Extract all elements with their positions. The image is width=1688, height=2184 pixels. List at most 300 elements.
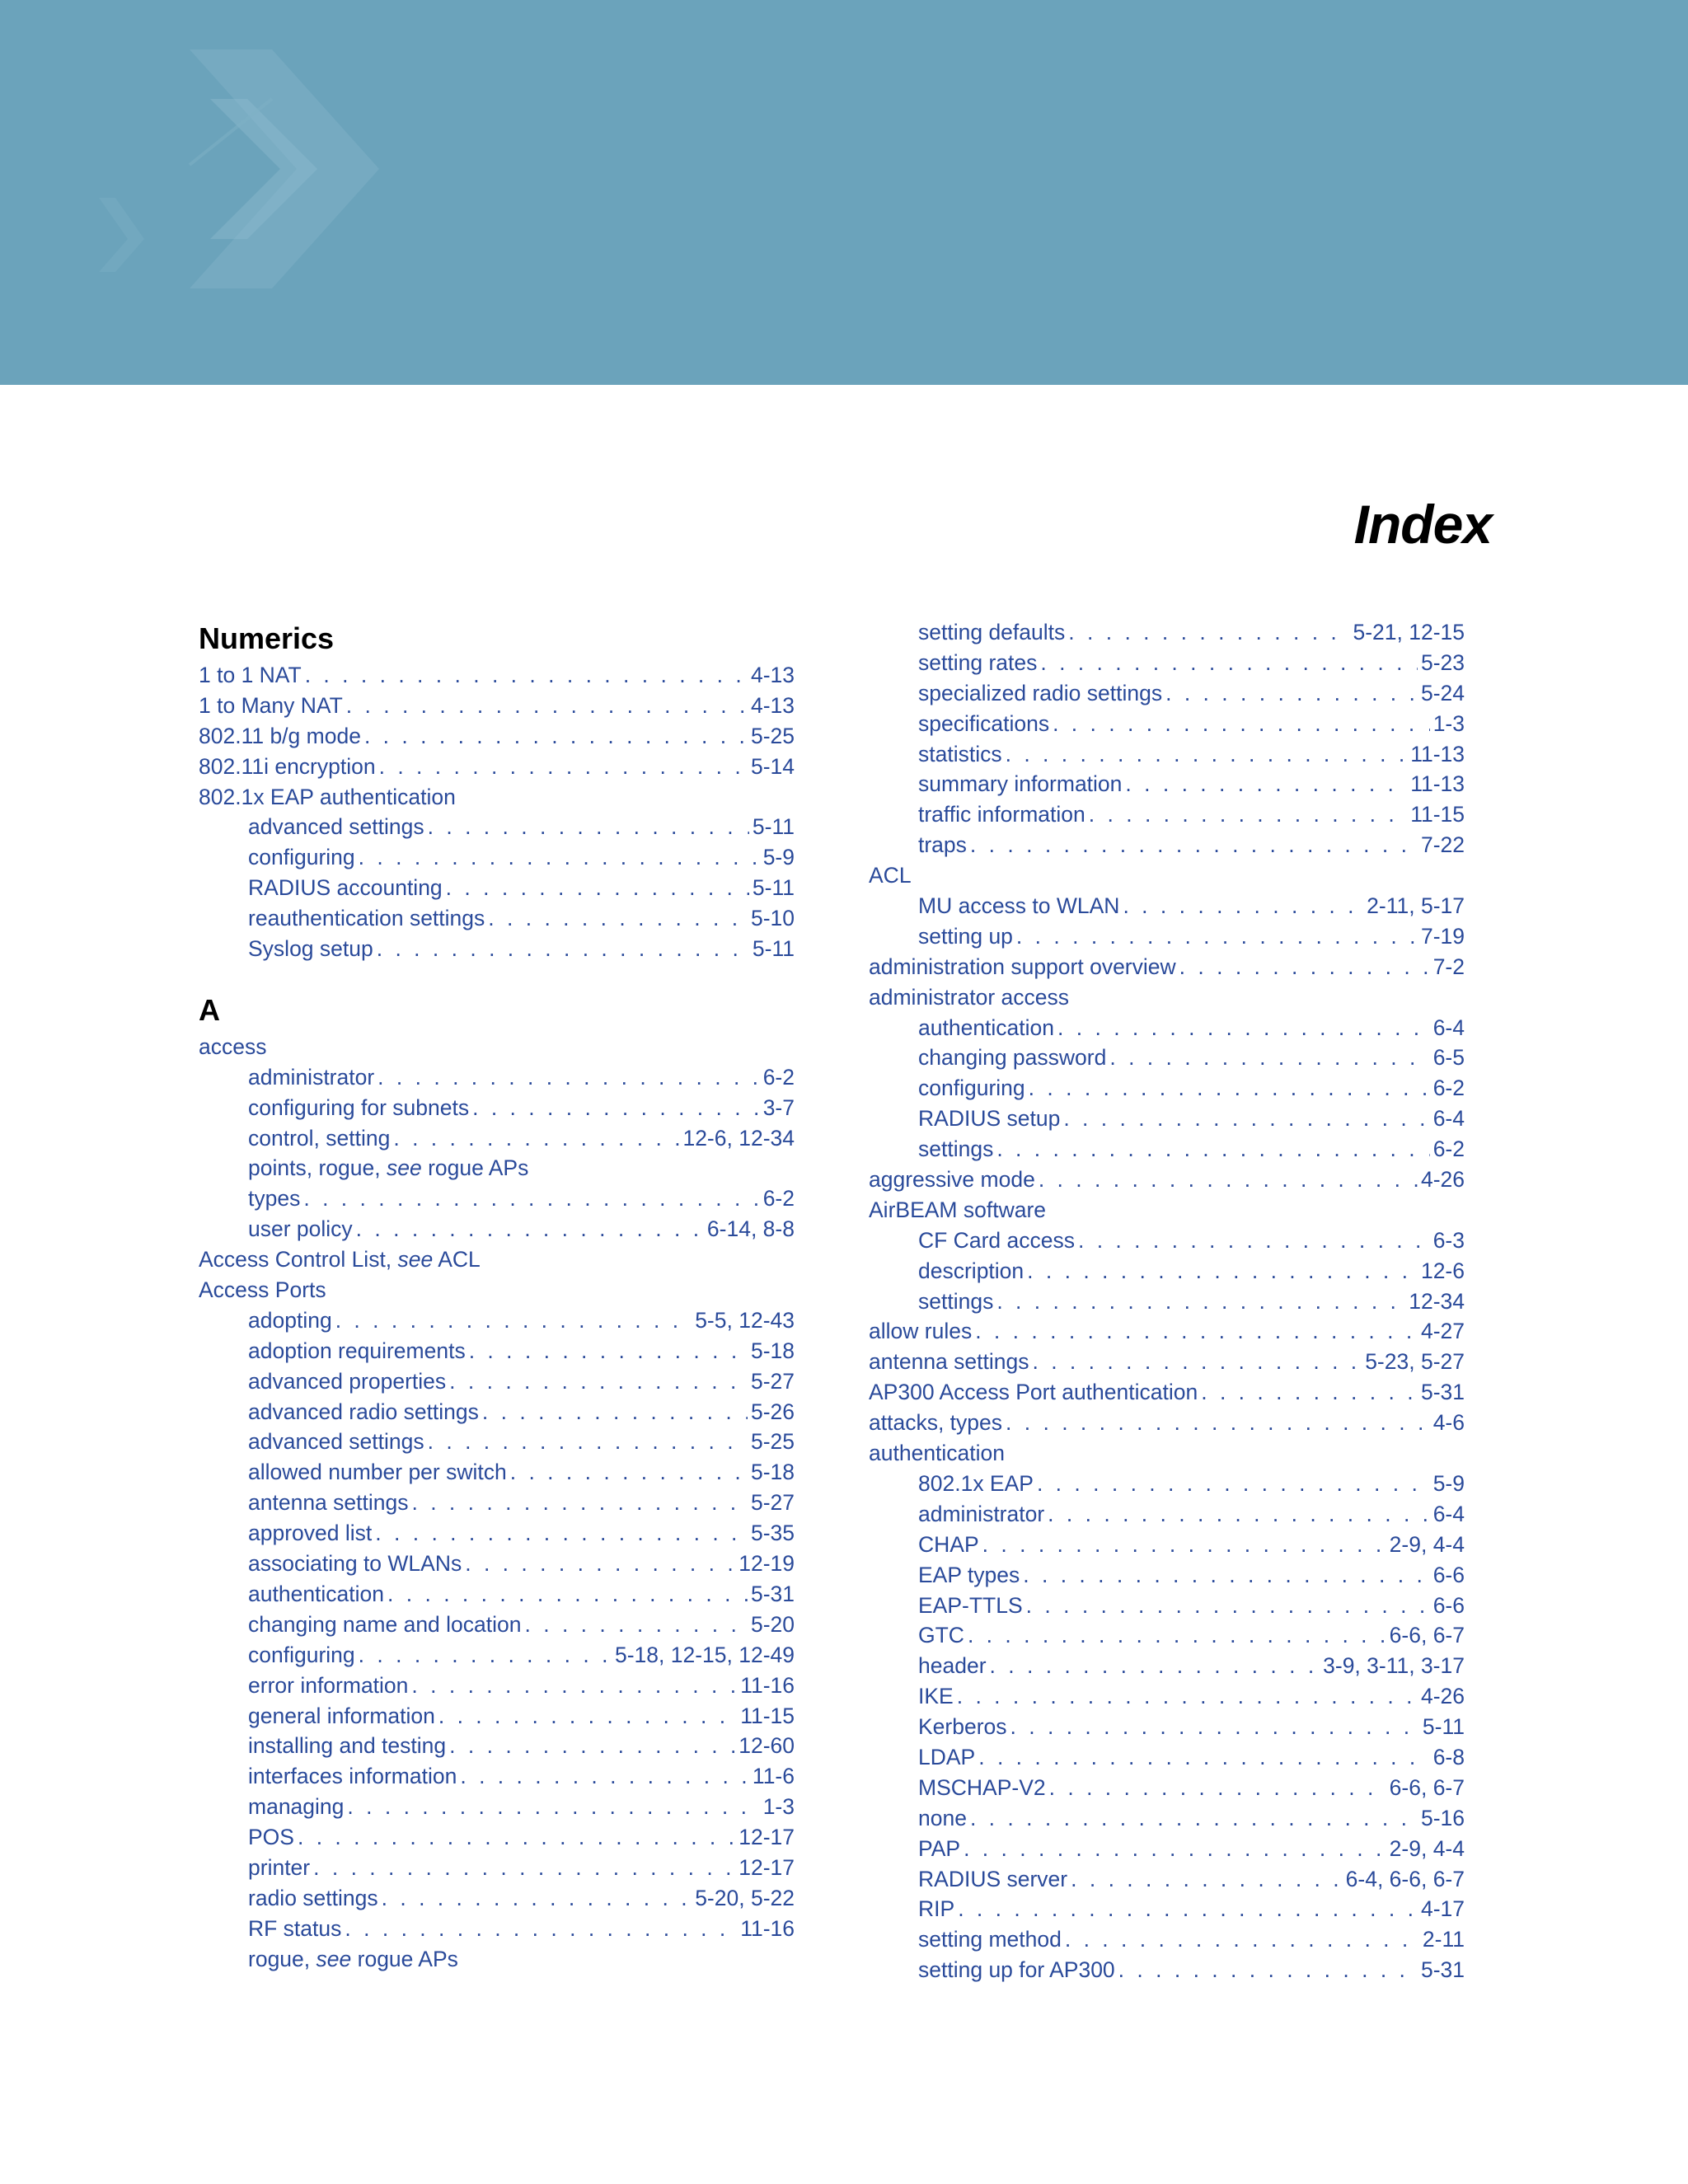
dot-leader xyxy=(335,1305,692,1336)
entry-term xyxy=(248,1549,462,1579)
dot-leader xyxy=(411,1671,737,1701)
index-subentry[interactable] xyxy=(199,1093,795,1123)
page-reference[interactable]: 4-17 xyxy=(1420,1896,1465,1922)
entry-term-text: configuring for subnets xyxy=(248,1094,470,1120)
page-reference[interactable]: 7-22 xyxy=(1420,832,1465,858)
entry-term-text: points, rogue, xyxy=(248,1155,381,1181)
entry-term xyxy=(918,1773,1046,1803)
index-subentry[interactable] xyxy=(199,1123,795,1154)
entry-term xyxy=(918,709,1049,739)
index-subentry[interactable] xyxy=(199,1488,795,1518)
dot-leader xyxy=(1023,1560,1429,1591)
index-subentry[interactable] xyxy=(199,842,795,873)
index-subentry[interactable] xyxy=(869,1955,1465,1985)
dot-leader xyxy=(446,873,749,903)
entry-term-text: specialized radio settings xyxy=(918,680,1163,705)
dot-leader xyxy=(359,1640,612,1671)
dot-leader xyxy=(996,1134,1429,1165)
index-subentry[interactable] xyxy=(869,1286,1465,1317)
entry-term-text: MSCHAP-V2 xyxy=(918,1774,1046,1800)
index-subentry[interactable] xyxy=(869,1530,1465,1560)
index-subentry[interactable] xyxy=(869,709,1465,739)
dot-leader xyxy=(1125,769,1407,799)
see-reference-target[interactable]: rogue APs xyxy=(428,1155,529,1181)
entry-term-text: PAP xyxy=(918,1835,961,1861)
page-reference[interactable]: 2-11 xyxy=(1422,1927,1465,1952)
entry-term-text: administration support overview xyxy=(869,954,1176,979)
index-entry[interactable] xyxy=(869,1316,1465,1347)
index-entry[interactable] xyxy=(869,1165,1465,1195)
page-reference[interactable]: 6-2 xyxy=(1432,1137,1465,1162)
index-subentry[interactable] xyxy=(199,1731,795,1761)
entry-term xyxy=(248,1731,446,1761)
page-reference[interactable]: 6-4 xyxy=(1432,1501,1465,1526)
page-reference[interactable]: 5-20, 5-22 xyxy=(695,1885,795,1910)
index-column-left xyxy=(199,617,795,1975)
entry-term xyxy=(918,1256,1024,1286)
dot-leader xyxy=(1006,739,1408,770)
index-subentry[interactable] xyxy=(199,1579,795,1610)
entry-term xyxy=(248,1457,507,1488)
index-subentry[interactable] xyxy=(869,1651,1465,1681)
page-reference[interactable]: 5-23, 5-27 xyxy=(1365,1349,1465,1375)
page-reference[interactable]: 5-21, 12-15 xyxy=(1353,620,1465,644)
index-entry[interactable] xyxy=(869,1438,1465,1469)
index-subentry[interactable] xyxy=(869,1134,1465,1165)
section-heading: A xyxy=(199,992,220,1027)
see-reference-target[interactable]: rogue APs xyxy=(357,1946,458,1971)
dot-leader xyxy=(1071,1864,1343,1895)
page-reference[interactable]: 3-9, 3-11, 3-17 xyxy=(1323,1653,1465,1679)
dot-leader xyxy=(364,721,748,752)
index-subentry[interactable] xyxy=(869,617,1465,648)
dot-leader xyxy=(359,842,760,873)
entry-term-text: reauthentication settings xyxy=(248,906,485,931)
dot-leader xyxy=(472,1093,760,1123)
index-entry[interactable] xyxy=(869,1408,1465,1438)
page-reference[interactable]: 4-26 xyxy=(1420,1684,1465,1709)
page-reference[interactable]: 4-27 xyxy=(1420,1319,1465,1344)
see-reference-target[interactable]: ACL xyxy=(438,1247,481,1272)
page-reference[interactable]: 5-5, 12-43 xyxy=(695,1307,795,1333)
page-reference[interactable]: 5-18, 12-15, 12-49 xyxy=(614,1642,795,1667)
page-reference[interactable]: 11-6 xyxy=(752,1764,795,1789)
index-subentry[interactable] xyxy=(199,1853,795,1883)
dot-leader xyxy=(465,1549,735,1579)
page-reference[interactable]: 4-6 xyxy=(1432,1410,1465,1436)
entry-term xyxy=(918,1073,1025,1104)
dot-leader xyxy=(1179,952,1430,982)
dot-leader xyxy=(377,1062,760,1093)
entry-term-text: control, setting xyxy=(248,1125,391,1151)
section-spacer xyxy=(199,964,795,989)
index-subentry[interactable] xyxy=(199,873,795,903)
dot-leader xyxy=(964,1834,1386,1864)
index-subentry[interactable] xyxy=(869,1712,1465,1742)
page-reference[interactable]: 5-35 xyxy=(750,1521,795,1546)
entry-term xyxy=(199,660,302,691)
entry-term-text: advanced settings xyxy=(248,1429,424,1455)
entry-term xyxy=(869,952,1176,982)
entry-term-text: adopting xyxy=(248,1307,332,1333)
page-reference[interactable]: 6-5 xyxy=(1432,1045,1465,1071)
index-entry[interactable] xyxy=(199,1275,795,1305)
page-title: Index xyxy=(1353,494,1492,555)
entry-term-text: setting up for AP300 xyxy=(918,1957,1115,1983)
dot-leader xyxy=(1048,1499,1430,1530)
entry-term-text: setting up xyxy=(918,923,1013,949)
index-subentry[interactable] xyxy=(869,1226,1465,1256)
entry-term xyxy=(918,1591,1023,1621)
dot-leader xyxy=(1026,1591,1430,1621)
page-reference[interactable]: 7-2 xyxy=(1432,954,1465,979)
dot-leader xyxy=(510,1457,748,1488)
index-subentry[interactable] xyxy=(199,1761,795,1792)
page-reference[interactable]: 2-9, 4-4 xyxy=(1389,1835,1465,1861)
entry-term xyxy=(918,1104,1060,1134)
index-subentry[interactable] xyxy=(869,1560,1465,1591)
index-subentry[interactable] xyxy=(199,1549,795,1579)
page-reference[interactable]: 5-27 xyxy=(750,1368,795,1394)
entry-term-text: authentication xyxy=(869,1441,1006,1466)
index-subentry[interactable] xyxy=(199,1153,795,1183)
index-subentry[interactable] xyxy=(869,1803,1465,1834)
entry-term-text: 802.11i encryption xyxy=(199,753,376,779)
page-reference[interactable]: 6-6 xyxy=(1432,1592,1465,1618)
page-reference[interactable]: 6-2 xyxy=(1432,1076,1465,1101)
entry-term-text: user policy xyxy=(248,1216,353,1242)
dot-leader xyxy=(1201,1377,1418,1408)
index-entry[interactable] xyxy=(199,1244,795,1275)
page-reference[interactable]: 12-34 xyxy=(1409,1288,1465,1314)
see-reference-label: see xyxy=(386,1155,422,1181)
page-reference[interactable]: 7-19 xyxy=(1420,923,1465,949)
dot-leader xyxy=(982,1530,1386,1560)
entry-term xyxy=(869,860,912,891)
page-reference[interactable]: 11-13 xyxy=(1410,741,1465,766)
index-subentry[interactable] xyxy=(199,1610,795,1640)
index-subentry[interactable] xyxy=(199,1366,795,1397)
entry-term-text: EAP types xyxy=(918,1562,1020,1587)
dot-leader xyxy=(449,1731,735,1761)
page-reference[interactable]: 5-31 xyxy=(1420,1957,1465,1983)
dot-leader xyxy=(958,1894,1418,1924)
page-reference[interactable]: 5-18 xyxy=(750,1460,795,1485)
page-reference[interactable]: 12-17 xyxy=(738,1854,795,1880)
entry-term-text: CF Card access xyxy=(918,1227,1075,1253)
entry-term xyxy=(918,1681,954,1712)
page-reference[interactable]: 12-6 xyxy=(1420,1258,1465,1283)
index-subentry[interactable] xyxy=(199,1701,795,1732)
entry-term-text: settings xyxy=(918,1288,994,1314)
entry-term-text: error information xyxy=(248,1672,409,1698)
index-entry[interactable] xyxy=(869,982,1465,1013)
index-subentry[interactable] xyxy=(869,648,1465,678)
index-column-right xyxy=(869,617,1465,1985)
page-reference[interactable]: 5-31 xyxy=(750,1581,795,1606)
page-reference[interactable]: 6-6, 6-7 xyxy=(1389,1623,1465,1648)
page-reference[interactable]: 5-24 xyxy=(1420,680,1465,705)
entry-term xyxy=(248,1305,332,1336)
dot-leader xyxy=(1027,1256,1418,1286)
index-entry[interactable] xyxy=(869,1347,1465,1377)
index-subentry[interactable] xyxy=(199,1822,795,1853)
page-reference[interactable]: 5-23 xyxy=(1420,649,1465,675)
page-reference[interactable]: 11-15 xyxy=(1410,802,1465,827)
entry-term-text: POS xyxy=(248,1825,294,1850)
page-reference[interactable]: 5-9 xyxy=(1432,1470,1465,1496)
entry-term-text: adoption requirements xyxy=(248,1338,466,1363)
page-reference[interactable]: 2-11, 5-17 xyxy=(1367,893,1465,919)
entry-term-text: header xyxy=(918,1653,987,1679)
index-entry[interactable] xyxy=(869,860,1465,891)
dot-leader xyxy=(1123,891,1363,921)
entry-term-text: aggressive mode xyxy=(869,1167,1035,1193)
page-reference[interactable]: 5-26 xyxy=(750,1399,795,1424)
entry-term-text: AP300 Access Port authentication xyxy=(869,1380,1198,1405)
page-reference[interactable]: 5-20 xyxy=(750,1611,795,1637)
page-reference[interactable]: 12-17 xyxy=(738,1825,795,1850)
index-subentry[interactable] xyxy=(869,921,1465,952)
index-subentry[interactable] xyxy=(199,1336,795,1366)
entry-term-text: MU access to WLAN xyxy=(918,893,1120,919)
index-subentry[interactable] xyxy=(869,1620,1465,1651)
index-subentry[interactable] xyxy=(199,1305,795,1336)
page-reference[interactable]: 5-11 xyxy=(752,936,795,962)
index-subentry[interactable] xyxy=(199,1944,795,1975)
page-reference[interactable]: 5-27 xyxy=(750,1490,795,1516)
index-subentry[interactable] xyxy=(869,1742,1465,1773)
index-entry[interactable] xyxy=(199,752,795,782)
entry-term-text: specifications xyxy=(918,710,1050,736)
entry-term-text: authentication xyxy=(918,1015,1055,1040)
entry-term xyxy=(918,769,1122,799)
entry-term xyxy=(869,1195,1046,1226)
page-reference[interactable]: 6-4 xyxy=(1432,1015,1465,1040)
page-reference[interactable]: 5-31 xyxy=(1420,1380,1465,1405)
dot-leader xyxy=(1049,1773,1386,1803)
page-reference[interactable]: 6-4 xyxy=(1432,1106,1465,1132)
index-subentry[interactable] xyxy=(199,1214,795,1244)
entry-term-text: description xyxy=(918,1258,1025,1283)
index-subentry[interactable] xyxy=(199,1640,795,1671)
index-subentry[interactable] xyxy=(869,769,1465,799)
dot-leader xyxy=(382,1883,692,1914)
entry-term-text: configuring xyxy=(248,845,355,870)
entry-term-text: changing name and location xyxy=(248,1611,522,1637)
index-entry[interactable] xyxy=(199,721,795,752)
entry-term xyxy=(918,1469,1034,1499)
entry-term xyxy=(248,934,373,964)
entry-term-text: associating to WLANs xyxy=(248,1551,462,1577)
entry-term-text: printer xyxy=(248,1854,311,1880)
entry-term xyxy=(248,1701,435,1732)
entry-term-text: approved list xyxy=(248,1521,373,1546)
page-reference[interactable]: 12-19 xyxy=(738,1551,795,1577)
chevron-logo-icon xyxy=(0,0,1688,385)
page-reference[interactable]: 6-6 xyxy=(1432,1562,1465,1587)
index-subentry[interactable] xyxy=(199,1518,795,1549)
entry-term xyxy=(248,1822,294,1853)
page-reference[interactable]: 11-13 xyxy=(1410,771,1465,797)
page-reference[interactable]: 6-6, 6-7 xyxy=(1389,1774,1465,1800)
page-reference[interactable]: 6-2 xyxy=(762,1186,795,1212)
section-heading: Numerics xyxy=(199,621,335,655)
page-reference[interactable]: 11-16 xyxy=(740,1672,795,1698)
entry-term-text: configuring xyxy=(248,1642,355,1667)
index-entry[interactable] xyxy=(869,1377,1465,1408)
page-reference[interactable]: 5-14 xyxy=(750,753,795,779)
entry-term xyxy=(918,617,1065,648)
index-subentry[interactable] xyxy=(199,903,795,934)
entry-term xyxy=(918,1864,1067,1895)
page-reference[interactable]: 5-10 xyxy=(750,906,795,931)
page-reference[interactable]: 11-16 xyxy=(740,1915,795,1941)
entry-term-text: RADIUS setup xyxy=(918,1106,1061,1132)
header-banner xyxy=(0,0,1688,385)
index-subentry[interactable] xyxy=(199,934,795,964)
page-reference[interactable]: 5-16 xyxy=(1420,1805,1465,1830)
index-subentry[interactable] xyxy=(869,1834,1465,1864)
page-reference[interactable]: 6-3 xyxy=(1432,1227,1465,1253)
index-subentry[interactable] xyxy=(869,799,1465,830)
page-reference[interactable]: 11-15 xyxy=(740,1703,795,1728)
entry-term-text: 1 to Many NAT xyxy=(199,692,343,718)
index-subentry[interactable] xyxy=(869,1894,1465,1924)
entry-term-text: general information xyxy=(248,1703,435,1728)
page-reference[interactable]: 5-11 xyxy=(752,814,795,840)
index-entry[interactable] xyxy=(199,660,795,691)
entry-term xyxy=(248,1153,528,1183)
entry-term-text: traps xyxy=(918,832,967,858)
entry-term-text: RADIUS server xyxy=(918,1866,1068,1891)
page-reference[interactable]: 6-8 xyxy=(1432,1744,1465,1769)
index-subentry[interactable] xyxy=(869,1591,1465,1621)
page-reference[interactable]: 5-25 xyxy=(750,1429,795,1455)
dot-leader xyxy=(1165,678,1418,709)
page-reference[interactable]: 5-18 xyxy=(750,1338,795,1363)
entry-term xyxy=(918,648,1037,678)
entry-term-text: EAP-TTLS xyxy=(918,1592,1023,1618)
page-reference[interactable]: 4-13 xyxy=(750,692,795,718)
page-reference[interactable]: 6-2 xyxy=(762,1064,795,1090)
index-subentry[interactable] xyxy=(199,1427,795,1457)
index-subentry[interactable] xyxy=(869,1073,1465,1104)
entry-term xyxy=(869,1347,1029,1377)
page-reference[interactable]: 1-3 xyxy=(762,1794,795,1820)
page-reference[interactable]: 12-6, 12-34 xyxy=(682,1125,795,1151)
entry-term xyxy=(248,1610,522,1640)
index-entry[interactable] xyxy=(199,691,795,721)
index-subentry[interactable] xyxy=(869,739,1465,770)
dot-leader xyxy=(305,660,748,691)
entry-term-text: setting method xyxy=(918,1927,1062,1952)
index-subentry[interactable] xyxy=(199,1671,795,1701)
entry-term-text: ACL xyxy=(869,863,912,888)
dot-leader xyxy=(996,1286,1405,1317)
index-subentry[interactable] xyxy=(199,1792,795,1822)
dot-leader xyxy=(970,830,1418,860)
page-reference[interactable]: 6-14, 8-8 xyxy=(706,1216,795,1242)
index-subentry[interactable] xyxy=(199,1062,795,1093)
index-subentry[interactable] xyxy=(869,1773,1465,1803)
page-reference[interactable]: 5-9 xyxy=(762,845,795,870)
index-subentry[interactable] xyxy=(869,1013,1465,1043)
index-subentry[interactable] xyxy=(869,1681,1465,1712)
page-reference[interactable]: 5-25 xyxy=(750,723,795,748)
index-entry[interactable] xyxy=(199,1032,795,1062)
dot-leader xyxy=(978,1742,1429,1773)
page-reference[interactable]: 3-7 xyxy=(762,1094,795,1120)
index-subentry[interactable] xyxy=(869,678,1465,709)
dot-leader xyxy=(482,1397,748,1427)
dot-leader xyxy=(411,1488,747,1518)
index-subentry[interactable] xyxy=(869,891,1465,921)
dot-leader xyxy=(449,1366,748,1397)
index-subentry[interactable] xyxy=(199,1883,795,1914)
dot-leader xyxy=(1057,1013,1430,1043)
entry-term-text: installing and testing xyxy=(248,1733,447,1759)
dot-leader xyxy=(488,903,748,934)
page-reference[interactable]: 4-26 xyxy=(1420,1167,1465,1193)
page-reference[interactable]: 4-13 xyxy=(750,663,795,687)
entry-term xyxy=(918,921,1013,952)
index-entry[interactable] xyxy=(869,952,1465,982)
index-entry[interactable] xyxy=(199,782,795,813)
index-subentry[interactable] xyxy=(199,1183,795,1214)
page-reference[interactable]: 6-4, 6-6, 6-7 xyxy=(1345,1866,1465,1891)
entry-term xyxy=(248,1914,341,1944)
index-subentry[interactable] xyxy=(869,1256,1465,1286)
entry-term xyxy=(869,982,1069,1013)
page-reference[interactable]: 5-11 xyxy=(1422,1714,1465,1740)
index-subentry[interactable] xyxy=(199,1914,795,1944)
dot-leader xyxy=(990,1651,1320,1681)
index-subentry[interactable] xyxy=(869,830,1465,860)
index-subentry[interactable] xyxy=(199,1397,795,1427)
dot-leader xyxy=(438,1701,737,1732)
index-subentry[interactable] xyxy=(869,1469,1465,1499)
entry-term-text: 802.1x EAP xyxy=(918,1470,1034,1496)
dot-leader xyxy=(469,1336,748,1366)
dot-leader xyxy=(1109,1043,1429,1073)
see-reference-label: see xyxy=(316,1946,352,1971)
page-reference[interactable]: 2-9, 4-4 xyxy=(1389,1531,1465,1557)
entry-term xyxy=(199,1032,266,1062)
index-subentry[interactable] xyxy=(869,1924,1465,1955)
index-subentry[interactable] xyxy=(869,1104,1465,1134)
entry-term-text: rogue, xyxy=(248,1946,311,1971)
entry-term-text: allow rules xyxy=(869,1319,973,1344)
entry-term xyxy=(248,1671,408,1701)
page-reference[interactable]: 5-11 xyxy=(752,875,795,901)
index-subentry[interactable] xyxy=(199,1457,795,1488)
page-reference[interactable]: 1-3 xyxy=(1432,710,1465,736)
index-subentry[interactable] xyxy=(869,1499,1465,1530)
dot-leader xyxy=(968,1620,1386,1651)
index-subentry[interactable] xyxy=(199,812,795,842)
index-subentry[interactable] xyxy=(869,1864,1465,1895)
entry-term-text: administrator xyxy=(918,1501,1045,1526)
dot-leader xyxy=(525,1610,748,1640)
entry-term xyxy=(199,1244,481,1275)
index-subentry[interactable] xyxy=(869,1043,1465,1073)
entry-term xyxy=(248,1853,310,1883)
page-reference[interactable]: 12-60 xyxy=(738,1733,795,1759)
entry-term-text: Access Ports xyxy=(199,1277,326,1303)
dot-leader xyxy=(1053,709,1430,739)
index-entry[interactable] xyxy=(869,1195,1465,1226)
